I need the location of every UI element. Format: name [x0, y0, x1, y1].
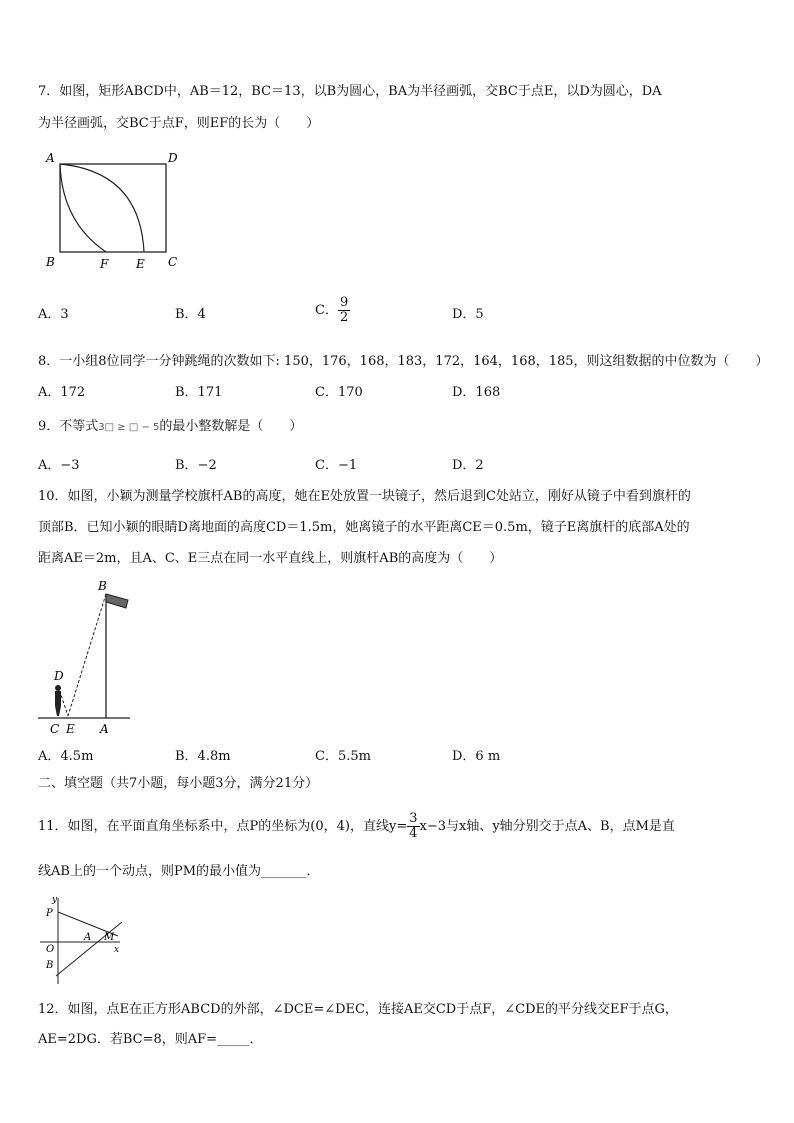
- q10-person-head: [55, 685, 61, 691]
- q8-text-line1: 8．一小组8位同学一分钟跳绳的次数如下: 150，176，168，183，172，164，168，185，则这组数据的中位数为（ ）: [38, 354, 769, 369]
- q7-arc-df: [60, 164, 106, 252]
- q9-option-b: B．−2: [175, 458, 217, 473]
- q7-rectangle: [60, 164, 166, 252]
- q11-prefix: 11．如图，在平面直角坐标系中，点P的坐标为(0，4)，直线y=: [38, 819, 408, 834]
- q11-fraction-denominator: 4: [409, 826, 418, 841]
- q11-label-p: P: [46, 908, 53, 919]
- q10-label-a: A: [100, 722, 109, 736]
- q11-label-o: O: [46, 944, 55, 955]
- q10-flag: [106, 594, 128, 608]
- q12-text-line1: 12．如图，点E在正方形ABCD的外部，∠DCE=∠DEC，连接AE交CD于点F，∠CDE的平分线交EF于点G，: [38, 1002, 678, 1017]
- q9-text-line1: [38, 417, 302, 438]
- q10-reflection-line-be: [68, 594, 106, 716]
- q10-text-line3: 距离AE＝2m，且A、C、E三点在同一水平直线上，则旗杆AB的高度为（ ）: [38, 551, 503, 566]
- q10-text-line1: 10．如图，小颖为测量学校旗杆AB的高度，她在E处放置一块镜子，然后退到C处站立，刚好从镜子中看到旗杆的: [38, 489, 691, 504]
- section2-title: 二、填空题（共7小题，每小题3分，满分21分）: [38, 776, 319, 791]
- q7-option-c: [315, 296, 350, 325]
- q7-label-b: B: [46, 255, 55, 269]
- q11-line-ab: [56, 922, 122, 976]
- q11-suffix: x−3与x轴、y轴分别交于点A、B，点M是直: [419, 819, 675, 834]
- q10-label-c: C: [50, 722, 60, 736]
- q11-label-m: M: [104, 932, 115, 943]
- q7-option-c-prefix: C．: [315, 303, 338, 318]
- q7-text-line1: 7．如图，矩形ABCD中，AB＝12，BC＝13，以B为圆心，BA为半径画弧，交BC于点E，以D为圆心，DA: [38, 84, 662, 99]
- q10-person-body: [55, 691, 61, 716]
- q11-text-line2: 线AB上的一个动点，则PM的最小值为_______．: [38, 864, 320, 879]
- q9-suffix: 的最小整数解是（ ）: [159, 419, 303, 434]
- q9-option-d: D．2: [452, 458, 484, 473]
- q7-option-a: A．3: [38, 307, 69, 322]
- q10-label-b: B: [98, 579, 107, 593]
- q9-option-c: C．−1: [315, 458, 358, 473]
- q11-label-b: B: [46, 960, 54, 971]
- q11-figure: [38, 892, 138, 988]
- q7-option-c-fraction: [338, 296, 350, 325]
- q7-figure: [40, 148, 190, 273]
- q7-text-line2: 为半径画弧，交BC于点F，则EF的长为（ ）: [38, 116, 320, 131]
- q10-text-line2: 顶部B．已知小颖的眼睛D离地面的高度CD＝1.5m，她离镜子的水平距离CE＝0.5m，镜子E离旗杆的底部A处的: [38, 520, 690, 535]
- q11-label-x: x: [114, 945, 120, 955]
- q8-option-a: A．172: [38, 385, 86, 400]
- q7-option-c-denominator: 2: [339, 310, 349, 325]
- q11-label-a: A: [84, 932, 92, 943]
- q10-option-c: C．5.5m: [315, 749, 371, 764]
- q11-fraction: [407, 812, 419, 841]
- q8-option-c: C．170: [315, 385, 363, 400]
- q7-label-f: F: [100, 257, 109, 271]
- q10-option-a: A．4.5m: [38, 749, 94, 764]
- q10-option-d: D．6 m: [452, 749, 501, 764]
- q8-option-d: D．168: [452, 385, 501, 400]
- q12-text-line2: AE=2DG．若BC=8，则AF=_____．: [38, 1032, 263, 1047]
- q7-arc-be: [60, 164, 144, 252]
- q11-text-line1: [38, 812, 675, 841]
- q8-option-b: B．171: [175, 385, 223, 400]
- q11-label-y: y: [52, 895, 58, 905]
- q11-fraction-numerator: 3: [409, 811, 418, 826]
- q10-label-e: E: [66, 722, 75, 736]
- q9-inequality: 3□ ≥ □ − 5: [98, 422, 160, 433]
- q9-prefix: 9．不等式: [38, 419, 99, 434]
- q10-label-d: D: [54, 669, 64, 683]
- q7-label-e: E: [136, 257, 145, 271]
- q7-option-d: D．5: [452, 307, 484, 322]
- q10-figure: [38, 578, 138, 738]
- q10-option-b: B．4.8m: [175, 749, 231, 764]
- q9-option-a: A．−3: [38, 458, 80, 473]
- q7-label-d: D: [168, 151, 178, 165]
- q7-option-c-numerator: 9: [339, 295, 349, 310]
- q7-label-a: A: [46, 151, 55, 165]
- q7-option-b: B．4: [175, 307, 206, 322]
- q7-label-c: C: [168, 255, 178, 269]
